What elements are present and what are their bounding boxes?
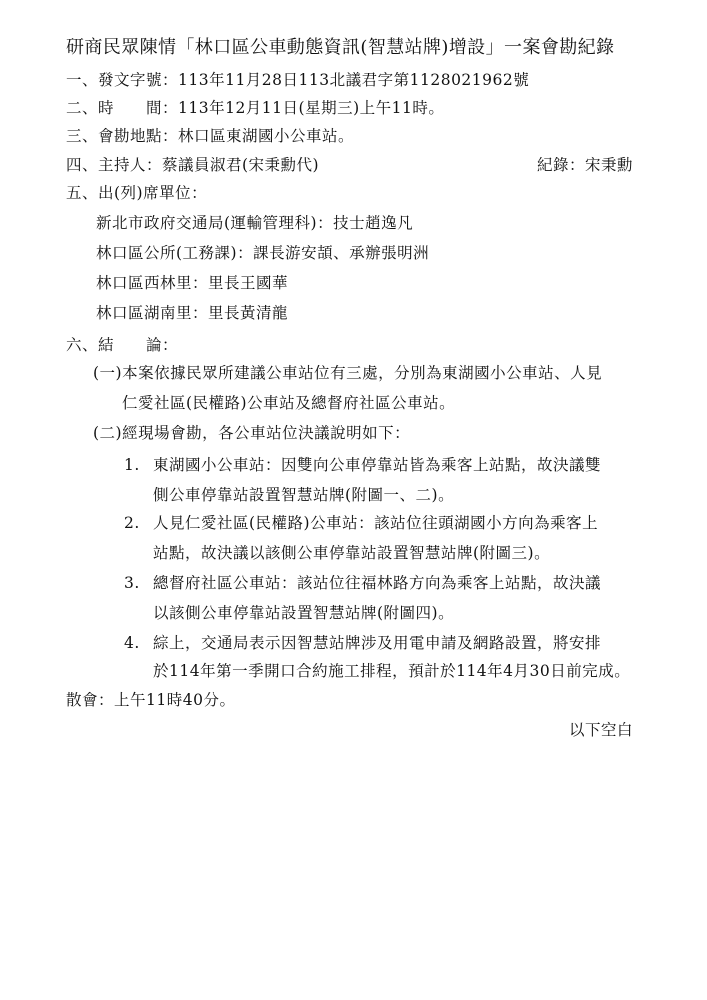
sub-item-number: 1.	[124, 456, 140, 474]
host-line: 四、主持人：蔡議員淑君(宋秉勳代)	[66, 156, 320, 174]
doc-number-line: 一、發文字號：113年11月28日113北議君字第1128021962號	[66, 71, 530, 89]
conclusion-1-line-1: (一)本案依據民眾所建議公車站位有三處，分別為東湖國小公車站、人見	[93, 364, 603, 382]
sub-item-text: 以該側公車停靠站設置智慧站牌(附圖四)。	[153, 604, 455, 622]
sub-item-text: 於114年第一季開口合約施工排程，預計於114年4月30日前完成。	[153, 662, 631, 680]
sub-item-number: 3.	[124, 574, 140, 592]
attendee-item: 林口區西林里：里長王國華	[96, 274, 289, 292]
blank-below-note: 以下空白	[568, 721, 633, 739]
sub-item-number: 2.	[124, 514, 140, 532]
conclusion-heading: 六、結 論：	[66, 336, 179, 354]
conclusion-2-line: (二)經現場會勘，各公車站位決議說明如下：	[93, 424, 411, 442]
sub-item-text: 東湖國小公車站：因雙向公車停靠站皆為乘客上站點，故決議雙	[153, 456, 602, 474]
sub-item-text: 總督府社區公車站：該站位往福林路方向為乘客上站點，故決議	[153, 574, 602, 592]
conclusion-1-line-2: 仁愛社區(民權路)公車站及總督府社區公車站。	[122, 394, 456, 412]
sub-item-text: 人見仁愛社區(民權路)公車站：該站位往頭湖國小方向為乘客上	[153, 514, 599, 532]
attendees-heading: 五、出(列)席單位：	[66, 184, 208, 202]
attendee-item: 新北市政府交通局(運輸管理科)：技士趙逸凡	[96, 214, 414, 232]
document-title: 研商民眾陳情「林口區公車動態資訊(智慧站牌)增設」一案會勘紀錄	[66, 37, 615, 58]
sub-item-number: 4.	[124, 634, 140, 652]
sub-item-text: 站點，故決議以該側公車停靠站設置智慧站牌(附圖三)。	[153, 544, 551, 562]
meeting-time-line: 二、時 間：113年12月11日(星期三)上午11時。	[66, 99, 445, 117]
sub-item-text: 側公車停靠站設置智慧站牌(附圖一、二)。	[153, 486, 455, 504]
recorder-line: 紀錄：宋秉勳	[536, 156, 633, 174]
sub-item-text: 綜上，交通局表示因智慧站牌涉及用電申請及網路設置，將安排	[153, 634, 602, 652]
attendee-item: 林口區湖南里：里長黃清龍	[96, 304, 289, 322]
attendee-item: 林口區公所(工務課)：課長游安頡、承辦張明洲	[96, 244, 430, 262]
meeting-place-line: 三、會勘地點：林口區東湖國小公車站。	[66, 127, 355, 145]
adjourn-line: 散會：上午11時40分。	[66, 691, 236, 709]
